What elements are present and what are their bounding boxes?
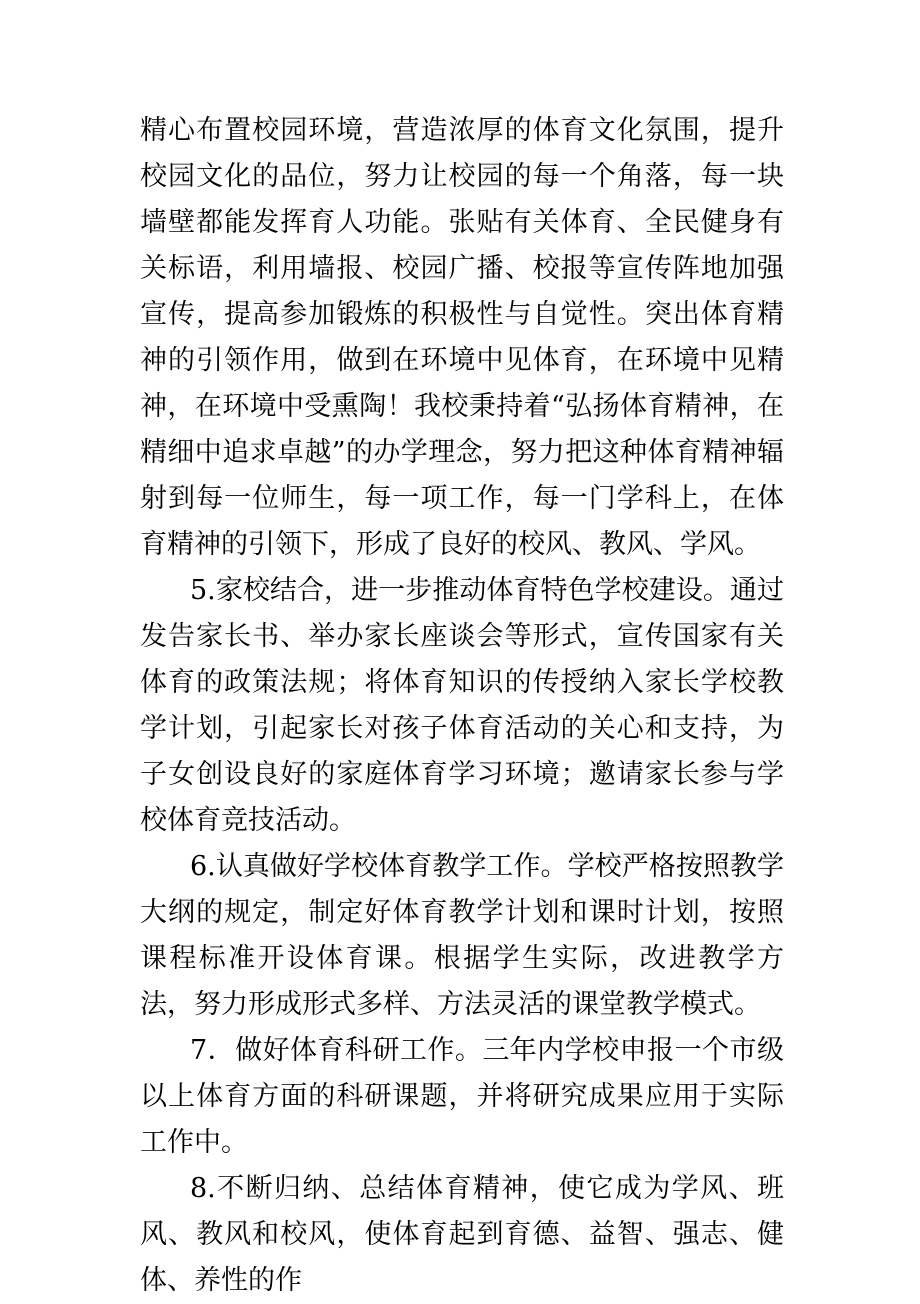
document-body — [140, 108, 784, 1304]
paragraph-item-7-research: 7．做好体育科研工作。三年内学校申报一个市级以上体育方面的科研课题，并将研究成果应用于实际工作中。 — [140, 1035, 784, 1158]
paragraph-item-6-teaching: 6.认真做好学校体育教学工作。学校严格按照教学大纲的规定，制定好体育教学计划和课时计划，按照课程标准开设体育课。根据学生实际，改进教学方法，努力形成形式多样、方法灵活的课堂教学模式。 — [140, 851, 784, 1020]
paragraph-item-5-home-school: 5.家校结合，进一步推动体育特色学校建设。通过发告家长书、举办家长座谈会等形式，宣传国家有关体育的政策法规；将体育知识的传授纳入家长学校教学计划，引起家长对孩子体育活动的关心和支持，为子女创设良好的家庭体育学习环境；邀请家长参与学校体育竞技活动。 — [140, 575, 784, 836]
paragraph-item-8-spirit: 8.不断归纳、总结体育精神，使它成为学风、班风、教风和校风，使体育起到育德、益智、强志、健体、养性的作 — [140, 1173, 784, 1296]
paragraph-campus-environment: 精心布置校园环境，营造浓厚的体育文化氛围，提升校园文化的品位，努力让校园的每一个角落，每一块墙壁都能发挥育人功能。张贴有关体育、全民健身有关标语，利用墙报、校园广播、校报等宣传阵地加强宣传，提高参加锻炼的积极性与自觉性。突出体育精神的引领作用，做到在环境中见体育，在环境中见精神，在环境中受熏陶！我校秉持着“弘扬体育精神，在精细中追求卓越”的办学理念，努力把这种体育精神辐射到每一位师生，每一项工作，每一门学科上，在体育精神的引领下，形成了良好的校风、教风、学风。 — [140, 115, 784, 560]
